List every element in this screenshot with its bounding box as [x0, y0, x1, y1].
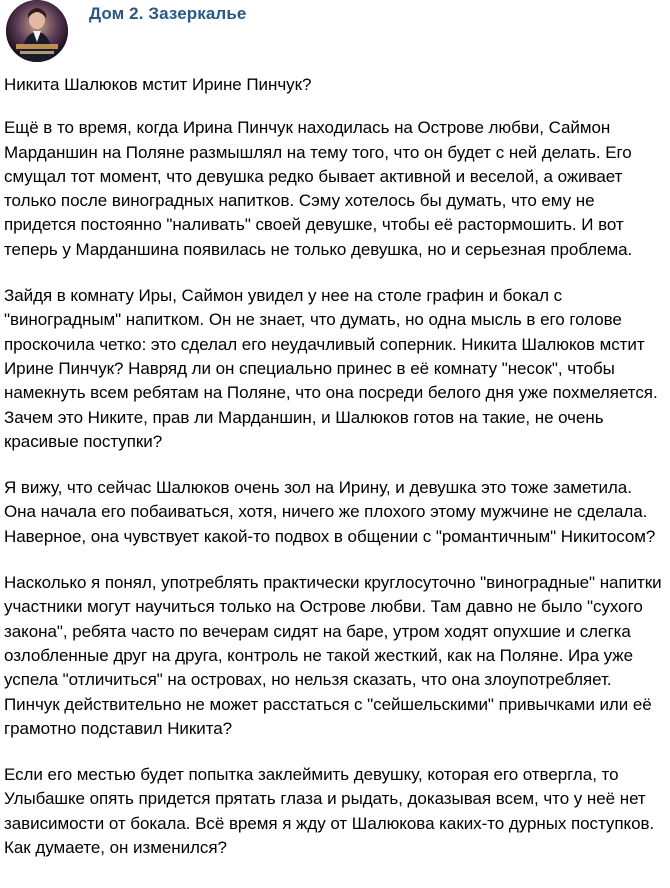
- channel-avatar-icon: [6, 0, 68, 62]
- post-paragraph: Если его местью будет попытка заклеймить девушку, которая его отвергла, то Улыбашке опять придется прятать глаза и рыдать, доказывая всем, что у неё нет зависимости от бокала. Всё время я жду от Шалюкова каких-то дурных поступков. Как думаете, он изменился?: [4, 765, 655, 858]
- channel-avatar[interactable]: [6, 0, 68, 62]
- post-title: Никита Шалюков мстит Ирине Пинчук?: [4, 75, 312, 94]
- post-paragraph: Зайдя в комнату Иры, Саймон увидел у нее на столе графин и бокал с "виноградным" напитком. Он не знает, что думать, но одна мысль в его голове проскочила четко: это сделал его неудачливый соперник. Никита Шалюков мстит Ирине Пинчук? Навряд ли он специально принес в её комнату "несок", чтобы намекнуть всем ребятам на Поляне, что она посреди белого дня уже похмеляется. Зачем это Никите, прав ли Марданшин, и Шалюков готов на такие, не очень красивые поступки?: [4, 286, 658, 451]
- post-paragraph: Насколько я понял, употреблять практически круглосуточно "виноградные" напитки участники могут научиться только на Острове любви. Там давно не было "сухого закона", ребята часто по вечерам сидят на баре, утром ходят опухшие и слегка озлобленные друг на друга, контроль не такой жесткий, как на Поляне. Ира уже успела "отличиться" на островах, но нельзя сказать, что она злоупотребляет. Пинчук действительно не может расстаться с "сейшельскими" привычками или её грамотно подставил Никита?: [4, 573, 662, 738]
- post-paragraph: Ещё в то время, когда Ирина Пинчук находилась на Острове любви, Саймон Марданшин на Поляне размышлял на тему того, что он будет с ней делать. Его смущал тот момент, что девушка редко бывает активной и веселой, а оживает только после виноградных напитков. Сэму хотелось бы думать, что ему не придется постоянно "наливать" своей девушке, чтобы её растормошить. И вот теперь у Марданшина появилась не только девушка, но и серьезная проблема.: [4, 118, 633, 259]
- post-body: [4, 73, 668, 882]
- post-paragraph: Я вижу, что сейчас Шалюков очень зол на Ирину, и девушка это тоже заметила. Она начала его побаиваться, хотя, ничего же плохого этому мужчине не сделала. Наверное, она чувствует какой-то подвох в общении с "романтичным" Никитосом?: [4, 478, 656, 546]
- post-header: [0, 0, 670, 66]
- channel-name-link[interactable]: Дом 2. Зазеркалье: [89, 4, 247, 23]
